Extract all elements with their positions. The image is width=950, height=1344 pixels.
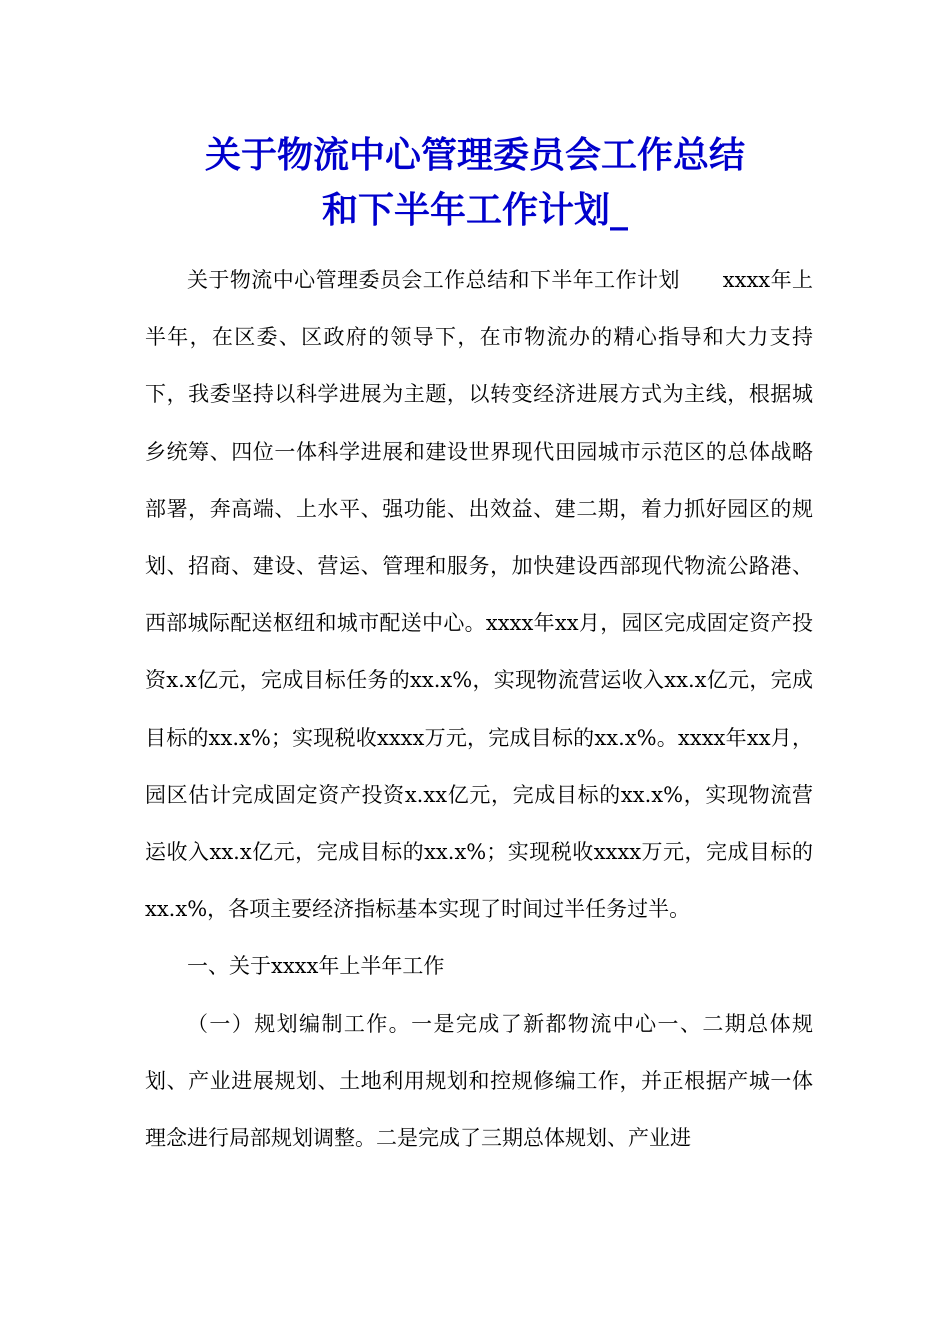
document-body — [145, 252, 813, 1167]
title-line-1: 关于物流中心管理委员会工作总结 — [204, 135, 745, 176]
section-heading-1: 一、关于xxxx年上半年工作 — [187, 954, 445, 979]
paragraph-planning: （一）规划编制工作。一是完成了新都物流中心一、二期总体规划、产业进展规划、土地利用规划和控规修编工作，并正根据产城一体理念进行局部规划调整。二是完成了三期总体规划、产业进 — [145, 1011, 813, 1151]
document-title — [100, 128, 850, 238]
title-line-2: 和下半年工作计划_ — [321, 190, 628, 231]
paragraph-intro: 关于物流中心管理委员会工作总结和下半年工作计划 xxxx年上半年，在区委、区政府的领导下，在市物流办的精心指导和大力支持下，我委坚持以科学进展为主题，以转变经济进展方式为主线，根据城乡统筹、四位一体科学进展和建设世界现代田园城市示范区的总体战略部署，奔高端、上水平、强功能、出效益、建二期，着力抓好园区的规划、招商、建设、营运、管理和服务，加快建设西部现代物流公路港、西部城际配送枢纽和城市配送中心。xxxx年xx月，园区完成固定资产投资x.x亿元，完成目标任务的xx.x%，实现物流营运收入xx.x亿元，完成目标的xx.x%；实现税收xxxx万元，完成目标的xx.x%。xxxx年xx月，园区估计完成固定资产投资x.xx亿元，完成目标的xx.x%，实现物流营运收入xx.x亿元，完成目标的xx.x%；实现税收xxxx万元，完成目标的xx.x%，各项主要经济指标基本实现了时间过半任务过半。 — [145, 268, 813, 922]
